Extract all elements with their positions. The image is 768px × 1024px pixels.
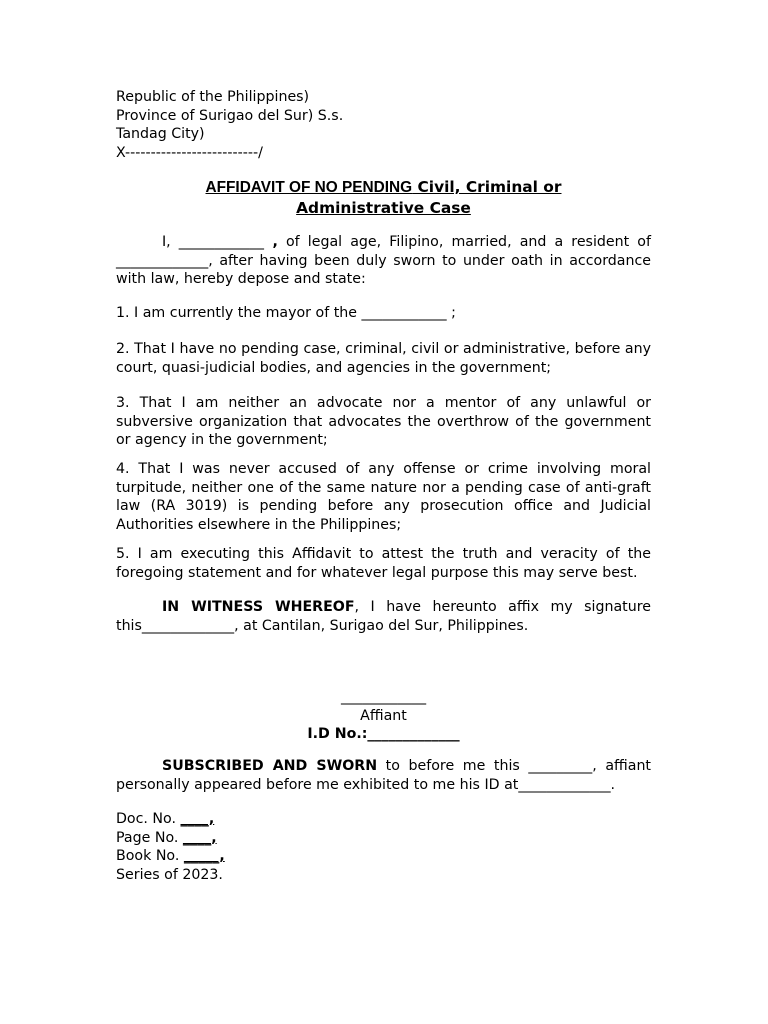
jurat-heading: SUBSCRIBED AND SWORN [162, 758, 378, 774]
item-2: 2. That I have no pending case, criminal, civil or administrative, before any court, quasi-judicial bodies, and agencies in the government; [116, 341, 651, 376]
notarial-register [116, 810, 651, 884]
intro-paragraph [116, 233, 651, 289]
item-5: 5. I am executing this Affidavit to attest the truth and veracity of the foregoing statement and for whatever legal purpose this may serve best. [116, 546, 651, 581]
affiant-label: Affiant [360, 707, 407, 724]
item-1: 1. I am currently the mayor of the ____________ ; [116, 305, 456, 321]
witness-heading: IN WITNESS WHEREOF [162, 599, 355, 615]
book-no-line [116, 847, 651, 866]
doc-no-label: Doc. No. [116, 811, 181, 827]
page-no-line [116, 829, 651, 848]
intro-name-blank: I, ____________ [162, 234, 264, 250]
intro-comma: , [263, 234, 278, 250]
doc-no-line [116, 810, 651, 829]
signature-block [116, 688, 651, 744]
venue-line-3: Tandag City) [116, 126, 205, 143]
venue-line-4: X--------------------------/ [116, 144, 263, 161]
item-4: 4. That I was never accused of any offense or crime involving moral turpitude, neither one of the same nature nor a pending case of anti-graft law (RA 3019) is pending before any prosecution office and Judicial Authorities elsewhere in the Philippines; [116, 461, 651, 533]
page-no-label: Page No. [116, 829, 183, 846]
witness-paragraph [116, 598, 651, 635]
signature-line: ____________ [340, 689, 427, 705]
jurat-paragraph [116, 757, 651, 794]
doc-no-blank: ____, [180, 811, 215, 827]
venue-line-2: Province of Surigao del Sur) S.s. [116, 107, 344, 124]
jurat-text: to before me this _________, affiant personally appeared before me exhibited to me his ID at_____________. [116, 758, 651, 793]
witness-text: , I have hereunto affix my signature this_____________, at Cantilan, Surigao del Sur, Philippines. [116, 599, 651, 634]
title-part-1: AFFIDAVIT OF NO PENDING [205, 179, 413, 196]
title-line-2: Administrative Case [296, 199, 471, 217]
title-part-2: Civil, Criminal or [412, 178, 562, 196]
id-number-field: I.D No.:_____________ [307, 726, 460, 743]
book-no-blank: _____, [183, 848, 225, 865]
series-line: Series of 2023. [116, 866, 223, 883]
venue-header [116, 88, 651, 162]
intro-text: of legal age, Filipino, married, and a resident of _____________, after having been duly sworn to under oath in accordance with law, hereby depose and state: [116, 234, 651, 288]
venue-line-1: Republic of the Philippines) [116, 89, 310, 105]
page-no-blank: ____, [182, 829, 217, 846]
item-3: 3. That I am neither an advocate nor a mentor of any unlawful or subversive organization that advocates the overthrow of the government or agency in the government; [116, 395, 651, 449]
book-no-label: Book No. [116, 848, 184, 865]
document-title [116, 177, 651, 219]
